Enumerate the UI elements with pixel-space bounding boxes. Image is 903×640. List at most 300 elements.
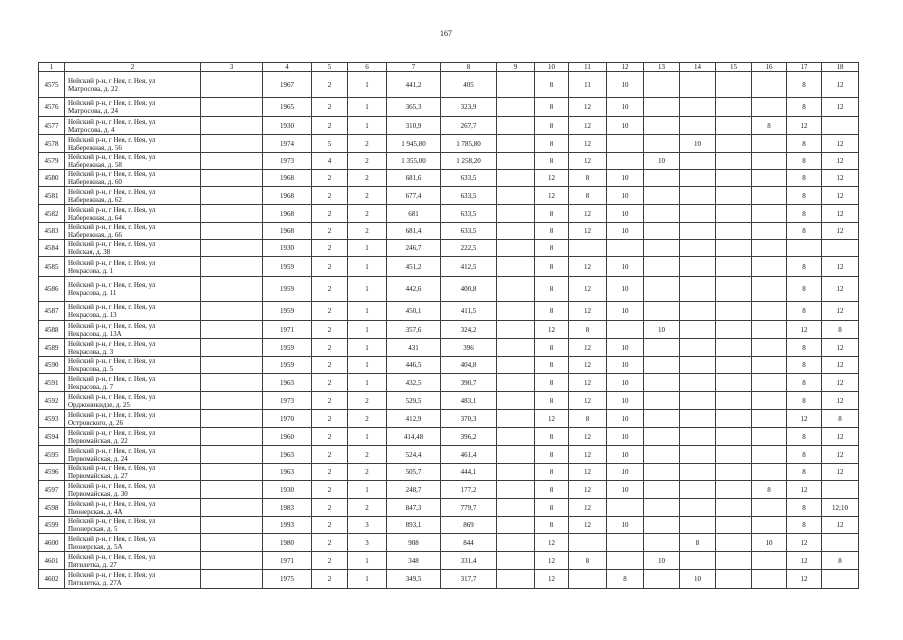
col-10-cell: 8	[535, 517, 569, 534]
col-16-cell	[752, 321, 787, 339]
address-cell	[65, 428, 201, 446]
col-3-cell	[201, 410, 263, 428]
col-12-cell: 8	[607, 570, 644, 589]
col-18-cell	[822, 117, 859, 135]
col-5-cell: 2	[312, 499, 348, 517]
address-cell	[65, 321, 201, 339]
col-15-cell	[716, 464, 752, 481]
col-9-cell	[497, 240, 535, 257]
address-cell	[65, 552, 201, 570]
col-18-cell	[822, 570, 859, 589]
address-cell	[65, 240, 201, 257]
col-4-cell: 1963	[263, 374, 312, 392]
col-12-cell: 10	[607, 257, 644, 277]
row-id-cell: 4602	[39, 570, 65, 589]
col-9-cell	[497, 277, 535, 302]
col-11-cell: 11	[569, 72, 607, 98]
col-14-cell	[680, 357, 716, 374]
col-14-cell	[680, 223, 716, 240]
col-12-cell: 10	[607, 302, 644, 321]
col-6-cell: 2	[348, 464, 387, 481]
col-13-cell	[644, 464, 680, 481]
col-6-cell: 1	[348, 428, 387, 446]
col-16-cell: 10	[752, 534, 787, 552]
col-14-cell	[680, 277, 716, 302]
col-10-cell: 8	[535, 499, 569, 517]
col-3-cell	[201, 374, 263, 392]
row-id-cell: 4579	[39, 153, 65, 170]
col-12-cell: 10	[607, 428, 644, 446]
col-15-cell	[716, 570, 752, 589]
col-18-cell: 12	[822, 357, 859, 374]
col-7-cell: 677,4	[387, 187, 441, 205]
col-5-cell: 2	[312, 302, 348, 321]
col-9-cell	[497, 446, 535, 464]
col-17-cell: 8	[787, 517, 822, 534]
col-4-cell: 1959	[263, 257, 312, 277]
col-9-cell	[497, 135, 535, 153]
col-5-cell: 2	[312, 321, 348, 339]
col-17-cell: 8	[787, 357, 822, 374]
col-16-cell	[752, 357, 787, 374]
address-text: Нейский р-н, г Нея, г. Нея, ул Пионерская, д. 5А	[68, 534, 156, 551]
col-13-cell	[644, 428, 680, 446]
col-9-cell	[497, 302, 535, 321]
col-13-cell	[644, 481, 680, 499]
col-3-cell	[201, 98, 263, 117]
header-cell-5: 5	[312, 63, 348, 72]
col-3-cell	[201, 552, 263, 570]
col-5-cell: 2	[312, 205, 348, 223]
col-9-cell	[497, 339, 535, 357]
col-6-cell: 1	[348, 240, 387, 257]
table-row	[39, 223, 859, 240]
col-17-cell: 12	[787, 117, 822, 135]
col-13-cell: 10	[644, 552, 680, 570]
col-8-cell: 444,1	[441, 464, 497, 481]
col-11-cell: 12	[569, 277, 607, 302]
col-14-cell	[680, 98, 716, 117]
col-12-cell	[607, 240, 644, 257]
col-9-cell	[497, 374, 535, 392]
col-14-cell	[680, 72, 716, 98]
col-4-cell: 1974	[263, 135, 312, 153]
col-10-cell: 12	[535, 170, 569, 187]
col-12-cell: 10	[607, 357, 644, 374]
col-18-cell: 12	[822, 72, 859, 98]
col-11-cell: 12	[569, 339, 607, 357]
col-13-cell	[644, 98, 680, 117]
address-cell	[65, 499, 201, 517]
col-17-cell: 8	[787, 187, 822, 205]
address-cell	[65, 374, 201, 392]
col-5-cell: 2	[312, 357, 348, 374]
address-cell	[65, 392, 201, 410]
col-18-cell	[822, 240, 859, 257]
col-12-cell: 10	[607, 170, 644, 187]
col-4-cell: 1959	[263, 339, 312, 357]
address-text: Нейский р-н, г Нея, г. Нея, ул Матросова, д. 22	[68, 76, 156, 93]
col-3-cell	[201, 464, 263, 481]
col-15-cell	[716, 153, 752, 170]
address-text: Нейский р-н, г Нея, г. Нея, ул Пионерская, д. 4А	[68, 499, 156, 516]
col-17-cell: 12	[787, 410, 822, 428]
col-6-cell: 1	[348, 552, 387, 570]
col-15-cell	[716, 357, 752, 374]
col-16-cell	[752, 98, 787, 117]
row-id-cell: 4583	[39, 223, 65, 240]
row-id-cell: 4582	[39, 205, 65, 223]
col-6-cell: 1	[348, 257, 387, 277]
col-10-cell: 12	[535, 187, 569, 205]
table-row	[39, 374, 859, 392]
col-5-cell: 2	[312, 257, 348, 277]
col-9-cell	[497, 170, 535, 187]
col-18-cell: 12	[822, 302, 859, 321]
col-15-cell	[716, 277, 752, 302]
col-12-cell: 10	[607, 410, 644, 428]
col-12-cell: 10	[607, 446, 644, 464]
col-6-cell: 2	[348, 392, 387, 410]
col-10-cell: 8	[535, 277, 569, 302]
col-17-cell: 12	[787, 481, 822, 499]
col-18-cell	[822, 481, 859, 499]
col-11-cell: 12	[569, 481, 607, 499]
col-6-cell: 1	[348, 339, 387, 357]
col-6-cell: 1	[348, 570, 387, 589]
col-13-cell	[644, 392, 680, 410]
col-5-cell: 2	[312, 534, 348, 552]
row-id-cell: 4576	[39, 98, 65, 117]
col-4-cell: 1968	[263, 187, 312, 205]
col-14-cell	[680, 153, 716, 170]
col-12-cell: 10	[607, 481, 644, 499]
row-id-cell: 4585	[39, 257, 65, 277]
col-4-cell: 1959	[263, 277, 312, 302]
col-16-cell	[752, 240, 787, 257]
col-8-cell: 869	[441, 517, 497, 534]
col-15-cell	[716, 321, 752, 339]
col-8-cell: 317,7	[441, 570, 497, 589]
col-8-cell: 633,5	[441, 170, 497, 187]
address-cell	[65, 223, 201, 240]
header-cell-15: 15	[716, 63, 752, 72]
col-7-cell: 893,1	[387, 517, 441, 534]
col-7-cell: 908	[387, 534, 441, 552]
col-5-cell: 2	[312, 277, 348, 302]
col-14-cell	[680, 374, 716, 392]
col-6-cell: 1	[348, 117, 387, 135]
col-3-cell	[201, 170, 263, 187]
col-18-cell: 12;10	[822, 499, 859, 517]
col-3-cell	[201, 187, 263, 205]
col-16-cell	[752, 464, 787, 481]
col-11-cell: 12	[569, 153, 607, 170]
col-17-cell: 8	[787, 170, 822, 187]
col-14-cell	[680, 481, 716, 499]
col-12-cell	[607, 552, 644, 570]
col-10-cell: 12	[535, 534, 569, 552]
col-11-cell: 12	[569, 392, 607, 410]
col-8-cell: 633,5	[441, 187, 497, 205]
col-14-cell	[680, 392, 716, 410]
col-17-cell: 8	[787, 257, 822, 277]
col-6-cell: 2	[348, 187, 387, 205]
col-15-cell	[716, 517, 752, 534]
col-15-cell	[716, 98, 752, 117]
table-row	[39, 187, 859, 205]
col-17-cell: 12	[787, 552, 822, 570]
col-5-cell: 2	[312, 446, 348, 464]
col-11-cell: 8	[569, 170, 607, 187]
col-4-cell: 1963	[263, 464, 312, 481]
col-9-cell	[497, 357, 535, 374]
row-id-cell: 4575	[39, 72, 65, 98]
col-18-cell	[822, 534, 859, 552]
col-18-cell: 12	[822, 135, 859, 153]
col-3-cell	[201, 428, 263, 446]
row-id-cell: 4586	[39, 277, 65, 302]
col-5-cell: 2	[312, 223, 348, 240]
col-12-cell: 10	[607, 517, 644, 534]
col-10-cell: 8	[535, 374, 569, 392]
address-cell	[65, 464, 201, 481]
col-8-cell: 404,8	[441, 357, 497, 374]
row-id-cell: 4581	[39, 187, 65, 205]
col-11-cell: 8	[569, 410, 607, 428]
col-9-cell	[497, 517, 535, 534]
col-9-cell	[497, 552, 535, 570]
col-9-cell	[497, 257, 535, 277]
address-text: Нейский р-н, г Нея, г. Нея, ул Некрасова, д. 7	[68, 374, 156, 391]
col-15-cell	[716, 499, 752, 517]
col-11-cell	[569, 570, 607, 589]
col-13-cell	[644, 187, 680, 205]
col-13-cell	[644, 410, 680, 428]
table-row	[39, 277, 859, 302]
address-text: Нейский р-н, г Нея, г. Нея, ул Первомайская, д. 24	[68, 446, 156, 463]
row-id-cell: 4580	[39, 170, 65, 187]
table-row	[39, 98, 859, 117]
table-row	[39, 302, 859, 321]
col-12-cell: 10	[607, 339, 644, 357]
col-5-cell: 2	[312, 428, 348, 446]
col-7-cell: 529,5	[387, 392, 441, 410]
row-id-cell: 4578	[39, 135, 65, 153]
col-9-cell	[497, 321, 535, 339]
page-number: 167	[440, 29, 452, 38]
col-5-cell: 2	[312, 72, 348, 98]
col-7-cell: 450,1	[387, 302, 441, 321]
col-3-cell	[201, 240, 263, 257]
col-8-cell: 483,1	[441, 392, 497, 410]
col-18-cell: 8	[822, 321, 859, 339]
address-cell	[65, 277, 201, 302]
col-10-cell: 8	[535, 98, 569, 117]
col-11-cell: 12	[569, 428, 607, 446]
table-row	[39, 410, 859, 428]
col-16-cell	[752, 552, 787, 570]
header-cell-16: 16	[752, 63, 787, 72]
address-text: Нейский р-н, г Нея, г. Нея, ул Набережная, д. 60	[68, 170, 156, 186]
row-id-cell: 4589	[39, 339, 65, 357]
col-6-cell: 2	[348, 153, 387, 170]
col-8-cell: 633,5	[441, 205, 497, 223]
col-7-cell: 442,6	[387, 277, 441, 302]
col-15-cell	[716, 187, 752, 205]
col-11-cell: 8	[569, 552, 607, 570]
col-14-cell	[680, 410, 716, 428]
col-18-cell: 12	[822, 339, 859, 357]
col-6-cell: 2	[348, 223, 387, 240]
col-5-cell: 4	[312, 153, 348, 170]
col-11-cell: 12	[569, 98, 607, 117]
col-8-cell: 412,5	[441, 257, 497, 277]
col-13-cell	[644, 339, 680, 357]
col-6-cell: 2	[348, 499, 387, 517]
col-9-cell	[497, 428, 535, 446]
col-10-cell: 8	[535, 302, 569, 321]
col-11-cell: 12	[569, 257, 607, 277]
header-row	[39, 63, 859, 72]
col-13-cell: 10	[644, 153, 680, 170]
address-text: Нейский р-н, г Нея, г. Нея, ул Нейская, д. 38	[68, 240, 156, 256]
col-13-cell	[644, 117, 680, 135]
col-13-cell	[644, 374, 680, 392]
col-3-cell	[201, 205, 263, 223]
col-9-cell	[497, 187, 535, 205]
col-4-cell: 1975	[263, 570, 312, 589]
col-13-cell	[644, 170, 680, 187]
col-3-cell	[201, 321, 263, 339]
col-17-cell	[787, 240, 822, 257]
col-14-cell	[680, 339, 716, 357]
address-cell	[65, 446, 201, 464]
col-8-cell: 411,5	[441, 302, 497, 321]
col-3-cell	[201, 357, 263, 374]
row-id-cell: 4591	[39, 374, 65, 392]
col-4-cell: 1968	[263, 223, 312, 240]
col-18-cell: 12	[822, 187, 859, 205]
col-17-cell: 8	[787, 98, 822, 117]
col-16-cell	[752, 446, 787, 464]
col-6-cell: 1	[348, 277, 387, 302]
col-6-cell: 2	[348, 410, 387, 428]
address-text: Нейский р-н, г Нея, г. Нея, ул Некрасова, д. 5	[68, 357, 156, 373]
col-10-cell: 8	[535, 240, 569, 257]
col-16-cell	[752, 374, 787, 392]
col-14-cell	[680, 187, 716, 205]
col-3-cell	[201, 499, 263, 517]
col-13-cell	[644, 357, 680, 374]
table-row	[39, 481, 859, 499]
col-9-cell	[497, 153, 535, 170]
col-15-cell	[716, 240, 752, 257]
col-16-cell	[752, 392, 787, 410]
col-14-cell	[680, 205, 716, 223]
col-8-cell: 779,7	[441, 499, 497, 517]
col-13-cell	[644, 517, 680, 534]
col-18-cell: 12	[822, 170, 859, 187]
col-18-cell: 12	[822, 428, 859, 446]
col-10-cell: 8	[535, 117, 569, 135]
table-row	[39, 357, 859, 374]
col-7-cell: 246,7	[387, 240, 441, 257]
col-6-cell: 1	[348, 321, 387, 339]
col-3-cell	[201, 446, 263, 464]
col-4-cell: 1959	[263, 302, 312, 321]
table-row	[39, 428, 859, 446]
col-15-cell	[716, 552, 752, 570]
col-16-cell	[752, 187, 787, 205]
col-8-cell: 390,7	[441, 374, 497, 392]
col-18-cell: 12	[822, 98, 859, 117]
col-14-cell	[680, 446, 716, 464]
col-9-cell	[497, 392, 535, 410]
col-12-cell: 10	[607, 374, 644, 392]
col-15-cell	[716, 170, 752, 187]
col-4-cell: 1970	[263, 410, 312, 428]
col-6-cell: 1	[348, 72, 387, 98]
col-7-cell: 357,6	[387, 321, 441, 339]
col-11-cell: 12	[569, 223, 607, 240]
row-id-cell: 4599	[39, 517, 65, 534]
col-14-cell	[680, 257, 716, 277]
col-5-cell: 2	[312, 570, 348, 589]
col-11-cell: 12	[569, 517, 607, 534]
col-13-cell	[644, 570, 680, 589]
col-8-cell: 331,4	[441, 552, 497, 570]
col-5-cell: 2	[312, 339, 348, 357]
col-8-cell: 400,8	[441, 277, 497, 302]
table-row	[39, 339, 859, 357]
col-5-cell: 2	[312, 392, 348, 410]
col-7-cell: 681,4	[387, 223, 441, 240]
col-16-cell	[752, 339, 787, 357]
col-10-cell: 8	[535, 223, 569, 240]
col-3-cell	[201, 277, 263, 302]
col-15-cell	[716, 72, 752, 98]
col-5-cell: 2	[312, 240, 348, 257]
col-11-cell: 12	[569, 374, 607, 392]
col-8-cell: 396	[441, 339, 497, 357]
col-11-cell	[569, 240, 607, 257]
col-8-cell: 396,2	[441, 428, 497, 446]
col-15-cell	[716, 135, 752, 153]
col-15-cell	[716, 481, 752, 499]
table-body	[39, 72, 859, 589]
address-text: Нейский р-н, г Нея, г. Нея, ул Орджоникидзе, д. 25	[68, 392, 156, 409]
row-id-cell: 4601	[39, 552, 65, 570]
row-id-cell: 4600	[39, 534, 65, 552]
address-text: Нейский р-н, г Нея, г. Нея, ул Пятилетка, д. 27А	[68, 571, 156, 587]
col-17-cell: 8	[787, 135, 822, 153]
address-text: Нейский р-н, г Нея, г. Нея, ул Набережная, д. 58	[68, 153, 156, 169]
col-4-cell: 1967	[263, 72, 312, 98]
col-18-cell: 12	[822, 257, 859, 277]
col-6-cell: 2	[348, 446, 387, 464]
address-text: Нейский р-н, г Нея, г. Нея, ул Набережная, д. 56	[68, 135, 156, 152]
col-11-cell: 12	[569, 117, 607, 135]
address-text: Нейский р-н, г Нея, г. Нея, ул Первомайская, д. 27	[68, 464, 156, 480]
col-10-cell: 8	[535, 392, 569, 410]
table-row	[39, 464, 859, 481]
col-12-cell: 10	[607, 464, 644, 481]
col-5-cell: 5	[312, 135, 348, 153]
col-10-cell: 8	[535, 464, 569, 481]
col-18-cell: 8	[822, 410, 859, 428]
header-cell-2: 2	[65, 63, 201, 72]
